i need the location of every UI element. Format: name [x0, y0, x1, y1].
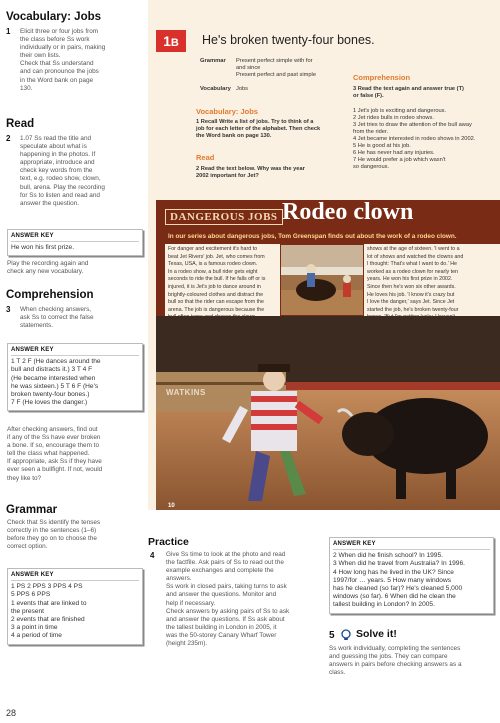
comprehension-instructions — [20, 306, 145, 330]
vocabulary-line: and can pronounce the jobs — [20, 68, 99, 76]
grammar-label: Grammar — [200, 58, 226, 64]
comprehension-followup-line: tell the class what happened. — [7, 450, 90, 458]
article-col2-line: He loves his job. 'I know it's crazy but — [367, 291, 455, 298]
article-col1-line: beat Jet Rivers' job. Jet, who comes from — [168, 253, 265, 260]
rodeo-clown-illustration — [156, 316, 500, 510]
book-comp-line: or false (F). — [353, 93, 384, 99]
article-col1-line: injured, it is Jet's job to dance around in — [168, 283, 261, 290]
answer-key-line: 2 events that are finished — [11, 616, 85, 624]
answer-key-grammar — [7, 568, 143, 645]
unit-title: He's broken twenty-four bones. — [202, 33, 375, 47]
photo-number: 10 — [168, 503, 175, 509]
vocabulary-heading: Vocabulary: Jobs — [6, 11, 102, 23]
article-title: Rodeo clown — [282, 199, 414, 225]
vocabulary-topic: Jobs — [236, 86, 249, 92]
practice-line: Give Ss time to look at the photo and read — [166, 551, 286, 558]
comprehension-followup-line: After checking answers, find out — [7, 426, 98, 433]
book-vocabulary-heading: Vocabulary: Jobs — [196, 107, 258, 116]
practice-instructions — [166, 551, 321, 648]
grammar-line: Check that Ss identify the tenses — [7, 519, 101, 526]
unit-badge-number: 1 — [163, 33, 171, 49]
answer-key-practice — [329, 537, 494, 614]
answer-key-line: broken twenty-four bones.) — [11, 391, 90, 399]
answer-key-line: (He became interested when — [11, 374, 96, 382]
book-grammar-line: Present perfect simple with for — [236, 58, 313, 64]
answer-key-line: 3 When did he travel from Australia? In 1996. — [333, 560, 465, 568]
vocabulary-line: in the Word bank on page — [20, 76, 94, 84]
article-col2-line: Since then he's won six other awards. — [367, 283, 456, 290]
solve-it-instructions — [329, 645, 494, 677]
book-grammar-line: Present perfect and past simple — [236, 72, 316, 78]
answer-key-heading: ANSWER KEY — [11, 572, 54, 578]
grammar-line: before they go on to choose the — [7, 535, 97, 543]
solve-it-line: answers in pairs before checking answers as a — [329, 661, 462, 669]
item-number-3: 3 — [6, 305, 11, 314]
photo-banner-text: WATKINS — [166, 388, 206, 397]
answer-key-heading: ANSWER KEY — [11, 347, 54, 353]
article-col1-line: In a rodeo show, a bull rider gets eight — [168, 268, 258, 275]
book-grammar-line: and since — [236, 65, 261, 71]
answer-key-line: bull and distracts it.) 3 T 4 F — [11, 366, 93, 374]
read-line: text, e.g. rodeo show, clown, — [20, 175, 101, 183]
comprehension-line: statements. — [20, 322, 54, 330]
lightbulb-icon — [340, 628, 352, 640]
answer-key-line: has he cleaned (so far)? He's cleaned 5,000 — [333, 585, 463, 593]
article-col1-line: Texas, USA, is a famous rodeo clown. — [168, 261, 258, 268]
practice-line: the tallest building in London in 2005, it — [166, 623, 277, 631]
comprehension-followup-line: a bone. If so, encourage them to — [7, 442, 100, 450]
unit-badge-letter: B — [170, 37, 179, 49]
read-line: bull, arena. Play the recording — [20, 183, 105, 191]
read-line: 1.07 Ss read the title and — [20, 135, 92, 142]
answer-key-divider — [11, 241, 139, 242]
solve-it-heading: Solve it! — [356, 628, 397, 640]
article-kicker: DANGEROUS JOBS — [165, 209, 283, 225]
article-col1-line: brightly-coloured clothes and distract the — [168, 291, 264, 298]
read-line: speculate about what is — [20, 143, 87, 151]
book-comp-statement-line: 6 He has never had any injuries. — [353, 150, 435, 156]
answer-key-comprehension — [7, 343, 143, 411]
vocabulary-line: the class before Ss work — [20, 36, 90, 44]
answer-key-line: windows (so far). 6 When did he clean the — [333, 593, 456, 601]
comprehension-line: When checking answers, — [20, 306, 92, 313]
practice-line: and answer the questions. Monitor and — [166, 591, 277, 599]
book-read-heading: Read — [196, 153, 215, 162]
practice-line: example exchanges and complete the — [166, 567, 274, 575]
answer-key-line: the present — [11, 607, 44, 615]
comprehension-followup-line: ever seen a bullfight. If not, would — [7, 466, 103, 474]
vocabulary-line: their own lists. — [20, 52, 61, 60]
read-followup-line: Play the recording again and — [7, 260, 89, 267]
book-comp-statement-line: 7 He would prefer a job which wasn't — [353, 157, 446, 163]
article-col2-line: started the job, he's broken twenty-four — [367, 306, 459, 313]
book-read-exercise — [196, 166, 346, 180]
answer-key-line: 4 How long has he lived in the UK? Since — [333, 568, 454, 576]
comprehension-heading: Comprehension — [6, 289, 94, 301]
article-col1-line: For danger and excitement it's hard to — [168, 246, 258, 252]
book-vocabulary-exercise — [196, 119, 346, 140]
book-comprehension-exercise — [353, 86, 493, 100]
book-vocab-line: job for each letter of the alphabet. Then check — [196, 126, 321, 132]
practice-line: (height 235m). — [166, 640, 208, 648]
answer-key-line: 1 events that are linked to — [11, 599, 87, 607]
book-comp-line: 3 Read the text again and answer true (T) — [353, 86, 464, 92]
item-number-1: 1 — [6, 27, 11, 36]
item-number-4: 4 — [150, 551, 155, 560]
practice-line: was the 50-storey Canary Wharf Tower — [166, 631, 277, 639]
book-comp-statement-line: 2 Jet rides bulls in rodeo shows. — [353, 115, 434, 121]
read-instructions — [20, 135, 145, 208]
answer-key-line: He won his first prize. — [11, 244, 75, 252]
answer-key-line: 7 F (He loves the danger.) — [11, 399, 88, 407]
read-line: appropriate, introduce and — [20, 159, 95, 167]
book-comp-statement-line: 1 Jet's job is exciting and dangerous. — [353, 108, 447, 114]
book-comprehension-statements — [353, 108, 493, 171]
read-line: answer the question. — [20, 199, 79, 207]
article-col1-line: seconds to ride the bull. If he falls off or is — [168, 276, 266, 283]
answer-key-line: 1 PS 2 PPS 3 PPS 4 PS — [11, 583, 83, 591]
grammar-line: correct option. — [7, 543, 48, 551]
vocabulary-label: Vocabulary — [200, 86, 231, 92]
practice-line: Ss work in closed pairs, taking turns to ask — [166, 583, 287, 591]
practice-line: the factfile. Ask pairs of Ss to read out the — [166, 559, 284, 567]
book-comp-statement-line: so dangerous. — [353, 164, 390, 170]
grammar-instructions — [7, 519, 145, 551]
article-col2-line: worked as a rodeo clown for nearly ten — [367, 268, 458, 275]
vocabulary-line: individually or in pairs, making — [20, 44, 106, 52]
article-col2-line: shows at the age of sixteen. 'I went to a — [367, 246, 460, 252]
practice-line: help if necessary. — [166, 599, 216, 607]
comprehension-followup-line: if any of the Ss have ever broken — [7, 434, 101, 442]
book-vocab-line: the Word bank on page 130. — [196, 133, 272, 139]
answer-key-line: 2 When did he finish school? In 1995. — [333, 552, 443, 560]
solve-it-line: class. — [329, 669, 346, 677]
book-comp-statement-line: 5 He is good at his job. — [353, 143, 411, 149]
answer-key-divider — [11, 355, 139, 356]
vocabulary-instructions — [20, 28, 145, 93]
read-followup-line: check any new vocabulary. — [7, 268, 84, 276]
practice-heading: Practice — [148, 536, 189, 548]
book-comp-statement-line: from the rider. — [353, 129, 389, 135]
read-followup — [7, 260, 142, 276]
read-line: check key words from the — [20, 167, 93, 175]
book-vocab-line: 1 Recall Write a list of jobs. Try to think of a — [196, 119, 314, 125]
vocabulary-line: 130. — [20, 84, 33, 92]
rodeo-clown-photo — [156, 316, 500, 510]
vocabulary-line: Elicit three or four jobs from — [20, 28, 99, 35]
answer-key-divider — [11, 580, 139, 581]
article-col1-line: arena. The job is dangerous because the — [168, 306, 265, 313]
comprehension-followup-line: If appropriate, ask Ss if they have — [7, 458, 102, 466]
grammar-topics — [236, 58, 356, 79]
answer-key-heading: ANSWER KEY — [11, 233, 54, 239]
article-col2-line: I love the danger,' says Jet. Since Jet — [367, 299, 455, 306]
grammar-line: correctly in the sentences (1–6) — [7, 527, 97, 535]
unit-badge — [156, 30, 186, 52]
book-comp-statement-line: 3 Jet tries to draw the attention of the bull away — [353, 122, 472, 128]
read-heading: Read — [6, 118, 35, 130]
read-line: for Ss to listen and read and — [20, 191, 100, 199]
practice-line: and answer the questions. If Ss ask about — [166, 615, 285, 623]
answer-key-line: 5 PPS 6 PPS — [11, 591, 51, 599]
page-number: 28 — [6, 708, 17, 718]
book-read-line: 2 Read the text below. Why was the year — [196, 166, 305, 172]
practice-line: answers. — [166, 575, 192, 583]
answer-key-line: 4 a period of time — [11, 632, 62, 640]
article-col2-line: years. He won his first prize in 2002. — [367, 276, 453, 283]
answer-key-heading: ANSWER KEY — [333, 541, 376, 547]
grammar-heading: Grammar — [6, 504, 58, 516]
item-number-5: 5 — [329, 630, 335, 641]
comprehension-line: ask Ss to correct the false — [20, 314, 94, 322]
rodeo-rider-illustration — [281, 245, 363, 315]
answer-key-line: 3 a point in time — [11, 624, 58, 632]
article-col2-line: lot of shows and watched the clowns and — [367, 253, 464, 260]
answer-key-line: tallest building in London? In 2005. — [333, 601, 435, 609]
student-book-page — [148, 0, 500, 510]
article-col2-line: I thought: That's what I want to do.' He — [367, 261, 457, 268]
read-line: happening in the photos. If — [20, 151, 96, 159]
book-comprehension-heading: Comprehension — [353, 73, 411, 82]
solve-it-line: and guessing the jobs. They can compare — [329, 653, 448, 661]
vocabulary-line: Check that Ss understand — [20, 60, 94, 68]
practice-line: Check answers by asking pairs of Ss to ask — [166, 607, 290, 615]
answer-key-line: 1997/for … years. 5 How many windows — [333, 576, 452, 584]
answer-key-divider — [333, 549, 490, 550]
article-standfirst: In our series about dangerous jobs, Tom Greenspan finds out about the work of a rodeo clown. — [168, 233, 457, 240]
item-number-2: 2 — [6, 134, 11, 143]
answer-key-line: he was sixteen.) 5 T 6 F (He's — [11, 382, 99, 390]
answer-key-read — [7, 229, 143, 256]
comprehension-followup-line: they like to? — [7, 474, 42, 482]
article-col1-line: bull so that the rider can escape from the — [168, 299, 264, 306]
solve-it-line: Ss work individually, completing the sentences — [329, 645, 461, 652]
rodeo-rider-photo — [281, 245, 363, 315]
answer-key-line: 1 T 2 F (He dances around the — [11, 358, 101, 366]
comprehension-followup — [7, 426, 145, 483]
book-comp-statement-line: 4 Jet became interested in rodeo shows in 2002. — [353, 136, 476, 142]
book-read-line: 2002 important for Jet? — [196, 173, 259, 179]
